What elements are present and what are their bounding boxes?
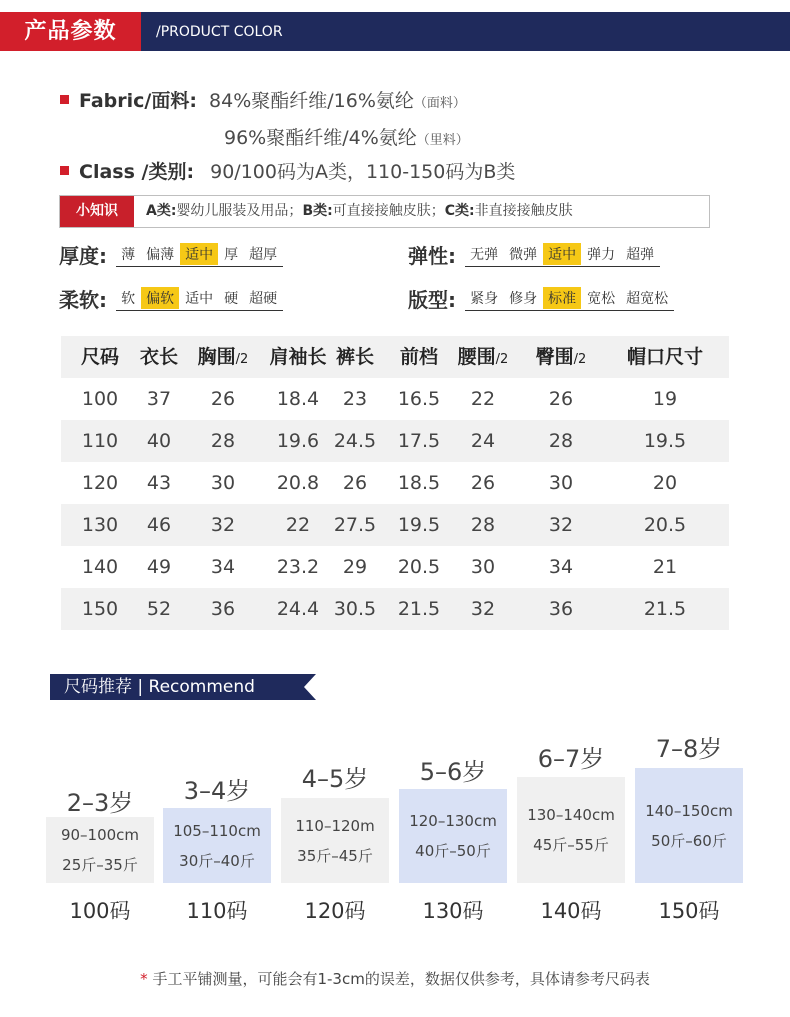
bullet-icon (60, 166, 69, 175)
attr-softness (59, 284, 283, 313)
size-code: 120码 (304, 899, 366, 923)
section-title: 产品参数 (0, 12, 141, 51)
table-cell: 21.5 (397, 598, 441, 620)
table-cell: 150 (81, 598, 119, 620)
size-code: 150码 (658, 899, 720, 923)
table-cell: 18.5 (397, 472, 441, 494)
attr-option: 无弹 (470, 246, 499, 263)
fabric-lining: 96%聚酯纤维/4%氨纶 (224, 127, 417, 149)
attr-option: 宽松 (587, 290, 616, 307)
age-range: 2–3岁 (66, 789, 134, 817)
attr-options (116, 287, 283, 311)
table-row (61, 378, 729, 420)
height-range: 105–110cm (173, 821, 261, 840)
table-cell: 18.4 (276, 388, 320, 410)
table-header-cell (519, 336, 603, 378)
header-text: 臀围 (535, 346, 574, 368)
table-cell: 24.5 (333, 430, 377, 452)
footnote (0, 968, 790, 989)
size-code: 110码 (186, 899, 248, 923)
table-header-cell (445, 336, 521, 378)
table-cell: 24.4 (276, 598, 320, 620)
table-header-cell (257, 336, 339, 378)
fabric-outer-note: （面料） (413, 96, 466, 111)
table-cell: 43 (146, 472, 172, 494)
table-cell: 21.5 (643, 598, 687, 620)
attr-options (465, 243, 660, 267)
age-range: 7–8岁 (655, 735, 723, 763)
class-c-key: C类: (444, 203, 475, 219)
table-cell: 27.5 (333, 514, 377, 536)
table-row (61, 462, 729, 504)
class-b-key: B类: (302, 203, 333, 219)
table-cell: 110 (81, 430, 119, 452)
age-range: 3–4岁 (183, 777, 251, 805)
weight-range: 30斤–40斤 (179, 851, 255, 870)
size-info-box (163, 808, 271, 883)
table-cell: 22 (470, 388, 496, 410)
header-text: 腰围 (457, 346, 496, 368)
header-text: 尺码 (80, 346, 119, 368)
fabric-line (60, 86, 466, 113)
attr-options (465, 287, 674, 311)
table-row (61, 504, 729, 546)
class-label: Class /类别: (79, 161, 195, 183)
header-subtext: /2 (495, 352, 509, 367)
section-header (0, 12, 790, 51)
attr-option: 超厚 (249, 246, 278, 263)
header-text: 衣长 (139, 346, 178, 368)
fabric-label: Fabric/面料: (79, 90, 197, 112)
table-cell: 29 (342, 556, 368, 578)
table-row (61, 420, 729, 462)
footnote-star: * (140, 970, 148, 988)
size-code: 130码 (422, 899, 484, 923)
table-cell: 30 (470, 556, 496, 578)
header-text: 胸围 (197, 346, 236, 368)
header-text: 裤长 (335, 346, 374, 368)
table-cell: 140 (81, 556, 119, 578)
table-cell: 34 (548, 556, 574, 578)
fabric-outer: 84%聚酯纤维/16%氨纶 (209, 90, 414, 112)
attr-label: 厚度: (59, 244, 107, 268)
table-header-cell (329, 336, 381, 378)
table-cell: 26 (342, 472, 368, 494)
attr-label: 弹性: (408, 244, 456, 268)
table-row (61, 546, 729, 588)
table-cell: 19.5 (397, 514, 441, 536)
attr-option: 紧身 (470, 290, 499, 307)
table-cell: 24 (470, 430, 496, 452)
attr-options (116, 243, 283, 267)
height-range: 140–150cm (645, 801, 733, 820)
table-header-cell (601, 336, 729, 378)
attr-option: 修身 (509, 290, 538, 307)
attr-option: 弹力 (587, 246, 616, 263)
table-cell: 36 (210, 598, 236, 620)
header-text: 帽口尺寸 (626, 346, 703, 368)
table-cell: 30 (548, 472, 574, 494)
table-cell: 32 (210, 514, 236, 536)
table-cell: 52 (146, 598, 172, 620)
table-cell: 17.5 (397, 430, 441, 452)
attr-fit (408, 284, 674, 313)
table-cell: 36 (548, 598, 574, 620)
table-header-cell (387, 336, 451, 378)
weight-range: 25斤–35斤 (62, 856, 138, 874)
attr-option: 硬 (224, 290, 239, 307)
table-cell: 130 (81, 514, 119, 536)
footnote-text: 手工平铺测量，可能会有1-3cm的误差，数据仅供参考，具体请参考尺码表 (152, 970, 650, 988)
size-code: 100码 (69, 899, 131, 923)
table-cell: 26 (548, 388, 574, 410)
attr-option: 适中 (180, 243, 218, 265)
age-range: 6–7岁 (537, 745, 605, 773)
size-code: 140码 (540, 899, 602, 923)
table-cell: 28 (548, 430, 574, 452)
height-range: 120–130cm (409, 812, 497, 830)
table-cell: 20 (652, 472, 678, 494)
attr-label: 柔软: (59, 288, 107, 312)
size-info-box (46, 817, 154, 883)
table-cell: 19.5 (643, 430, 687, 452)
knowledge-tag: 小知识 (60, 196, 134, 227)
class-line (60, 157, 515, 184)
size-info-box (635, 768, 743, 883)
recommend-banner (50, 674, 316, 700)
size-info-box (281, 798, 389, 883)
table-cell: 19.6 (276, 430, 320, 452)
recommend-title: 尺码推荐 | Recommend (64, 677, 255, 697)
attr-option: 偏薄 (146, 246, 175, 263)
header-subtext: /2 (573, 352, 587, 367)
header-subtext: /2 (235, 352, 249, 367)
attr-option: 超弹 (626, 246, 655, 263)
attr-option: 适中 (543, 243, 581, 265)
attr-option: 偏软 (141, 287, 179, 309)
attr-option: 超硬 (249, 290, 278, 307)
class-a-key: A类: (146, 203, 177, 219)
weight-range: 35斤–45斤 (297, 846, 373, 865)
weight-range: 50斤–60斤 (651, 831, 727, 850)
height-range: 130–140cm (527, 806, 615, 824)
table-cell: 30 (210, 472, 236, 494)
table-header-row (61, 336, 729, 378)
table-cell: 37 (146, 388, 172, 410)
header-text: 前档 (399, 346, 438, 368)
height-range: 110–120m (295, 816, 375, 835)
age-range: 4–5岁 (301, 765, 369, 793)
class-a-text: 婴幼儿服装及用品； (176, 203, 303, 219)
attr-option: 微弹 (509, 246, 538, 263)
table-cell: 34 (210, 556, 236, 578)
age-range: 5–6岁 (419, 758, 487, 786)
knowledge-box (59, 195, 710, 228)
table-cell: 32 (470, 598, 496, 620)
table-cell: 40 (146, 430, 172, 452)
weight-range: 40斤–50斤 (415, 842, 491, 860)
weight-range: 45斤–55斤 (533, 836, 609, 854)
table-cell: 26 (210, 388, 236, 410)
table-cell: 32 (548, 514, 574, 536)
attr-thickness (59, 240, 283, 269)
fabric-line-2 (224, 123, 469, 150)
attr-option: 超宽松 (626, 290, 669, 307)
table-header-cell (181, 336, 265, 378)
table-cell: 49 (146, 556, 172, 578)
table-cell: 16.5 (397, 388, 441, 410)
knowledge-text (146, 196, 573, 227)
table-cell: 26 (470, 472, 496, 494)
section-subtitle: /PRODUCT COLOR (156, 24, 283, 40)
table-row (61, 588, 729, 630)
table-cell: 21 (652, 556, 678, 578)
class-b-text: 可直接接触皮肤； (332, 203, 445, 219)
table-cell: 23 (342, 388, 368, 410)
fabric-lining-note: （里料） (416, 133, 469, 148)
table-cell: 20.5 (397, 556, 441, 578)
table-cell: 22 (285, 514, 311, 536)
attr-option: 标准 (543, 287, 581, 309)
size-info-box (399, 789, 507, 883)
attr-option: 厚 (224, 246, 239, 263)
table-cell: 28 (210, 430, 236, 452)
attr-option: 薄 (121, 246, 136, 263)
table-cell: 23.2 (276, 556, 320, 578)
size-table (61, 336, 729, 630)
table-cell: 100 (81, 388, 119, 410)
table-cell: 19 (652, 388, 678, 410)
attr-elasticity (408, 240, 660, 269)
class-c-text: 非直接接触皮肤 (474, 203, 573, 219)
size-info-box (517, 777, 625, 883)
table-cell: 20.8 (276, 472, 320, 494)
attr-option: 软 (121, 290, 136, 307)
table-cell: 30.5 (333, 598, 377, 620)
table-cell: 28 (470, 514, 496, 536)
table-cell: 120 (81, 472, 119, 494)
table-cell: 46 (146, 514, 172, 536)
attr-option: 适中 (185, 290, 214, 307)
height-range: 90–100cm (60, 826, 140, 844)
table-cell: 20.5 (643, 514, 687, 536)
bullet-icon (60, 95, 69, 104)
class-value: 90/100码为A类，110-150码为B类 (210, 161, 516, 183)
header-text: 肩袖长 (269, 346, 327, 368)
attr-label: 版型: (408, 288, 456, 312)
